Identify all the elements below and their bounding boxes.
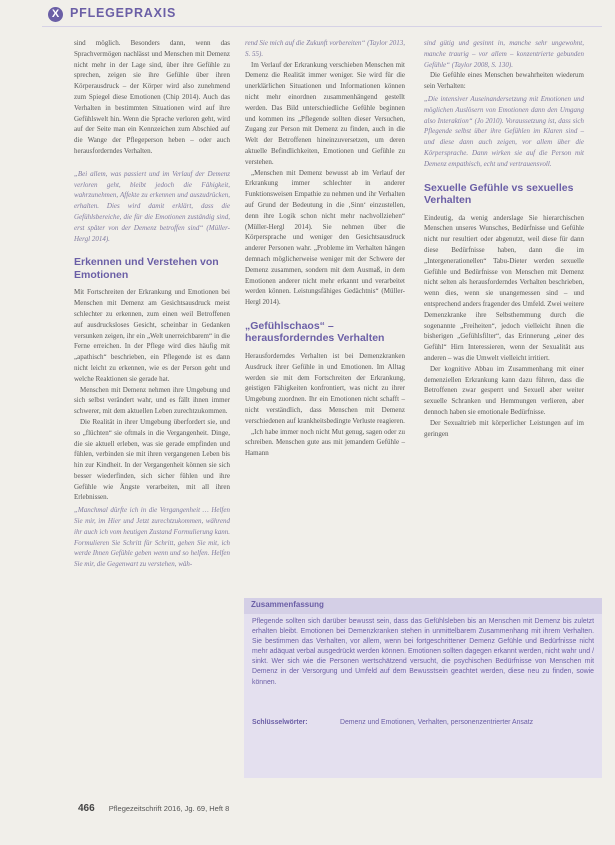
paragraph: Der kognitive Abbau im Zusammenhang mit einer demenziellen Erkrankung kann dazu führen, dass die Betroffenen zwar gesperrt und Sexuell aber weiter sexuelle Schranken und Hemmungen verlieren, aber dennoch haben sie emotionale Bedürfnisse. [424,364,584,416]
paragraph: Menschen mit Demenz nehmen ihre Umgebung und sich selbst verändert wahr, und es fällt ihnen immer schwerer, mit dem aktuellen Leben zurechtzukommen. [74,385,230,416]
header-divider [42,26,602,27]
paragraph: sind möglich. Besonders dann, wenn das Sprachvermögen nachlässt und Menschen mit Demenz nicht mehr in der Lage sind, über ihre Gefühle zu sprechen, zeigen sie ihre Gefühle über ihren Körperausdruck – der Körper wird also zunehmend zum Spiegel diese Emotionen (Chip 2014). Auch das Verhalten in bestimmten Situationen wird auf ihre Gefühlswelt hin. Wenn die Sprache verloren geht, wird auf der Seite man ein Kennzeichen zum Abschied auf die Wange der Pflegeperson heben – oder auch herausforderndes Verhalten. [74,39,230,155]
summary-box [244,598,602,778]
summary-title: Zusammenfassung [244,598,602,614]
paragraph: „Menschen mit Demenz bewusst ab im Verlauf der Erkrankung immer schlechter in anderer Funktionsweisen Empathie zu nehmen und ihr Verhalten auf Grund der Bedeutung in die ‚Sinn‘ einzustellen, denn ihre Logik schon nicht mehr nachvollziehen“ (Müller-Hergl 2014). Sie nehmen über die Körpersprache und weniger den Gesichtsausdruck anderer Personen wahr. „Probleme im Verhalten hängen demnach möglicherweise weniger mit der Schwere der Demenz zusammen, sondern mit dem Ausmaß, in dem Emotionen anderer nicht mehr erkannt und verarbeitet werden können. Leistungsfähiges Gedächtnis“ (Müller-Hergl 2014). [245,168,405,307]
paragraph: „Ich habe immer noch nicht Mut genug, sagen oder zu schreiben. Menschen gute aus mit jemandem Gefühle – Hamann [245,427,405,458]
summary-text: Pflegende sollten sich darüber bewusst sein, dass das Gefühlsleben bis an Menschen mit Demenz bis zuletzt erhalten bleibt. Emotionen bei Demenzkranken stehen in unmittelbarem Zusammenhang mit ihrem Verhalten. Sie bestimmen das Verhalten, vor allem, wenn bei fortgeschrittener Demenz Gefühle und Bedürfnisse nicht mehr adäquat verbal ausgedrückt werden können. Emotionen sollten dagegen erkannt werden, nicht wahr und / sinkt. Wer sich wie die Personen wertschätzend versucht, die psychischen Bedürfnisse von Menschen mit Demenz in der Versorgung und Umfeld auf dem Bewusstsein geachtet werden, diese neu zu finden, sowie können. [252,618,594,686]
paragraph: Herausforderndes Verhalten ist bei Demenzkranken Ausdruck ihrer Gefühle in und Emotionen. Im Alltag werden sie mit dem Fortschreiten der Erkrankung, geistigen Fähigkeiten konfrontiert, was nicht zu ihrer Umgebung zuordnen. Ihr ein Emotionen nicht schafft – nicht verständlich, dass Menschen mit Demenz verschiedenen auf krankheitsbedingte Verluste reagieren. [245,351,405,425]
keywords-text: Demenz und Emotionen, Verhalten, personenzentrierter Ansatz [340,719,534,726]
text-column-3 [424,38,584,439]
section-heading: „Gefühlschaos“ – herausforderndes Verhalten [245,319,385,345]
page-footer [78,803,229,814]
section-heading: Erkennen und Verstehen von Emotionen [74,256,219,281]
paragraph: Mit Fortschreiten der Erkrankung und Emotionen bei Menschen mit Demenz am Gesichtsausdruck meist schlechter zu erkennen, zum einen weil Betroffenen auf ausdrucksloses Gesicht, scheinbar in Gedanken versunken zeigen, ihr ein „Welt unerreichbarem“ in die Ferne erreichen. In der Pflege wird dies häufig mit „apathisch“ beschrieben, ein Pflegende ist es dann nicht leicht zu erkennen, wie es der Person geht und welche Reaktionen sie gerade hat. [74,288,230,383]
quote-continuation: rend Sie mich auf die Zukunft vorbereiten“ (Taylor 2013, S. 55). [245,39,405,58]
quote-block: „Die intensiver Auseinandersetzung mit Emotionen und möglichen Auslösern von Emotionen dann den Umgang also Interaktion“ (Jo 2010). Voraussetzung ist, dass sich Pflegende selbst über ihre Gefühlen im Klaren sind – und diese dann auch zeigen, vor allem über die Körpersprache. Dann wirken sie auf die Person mit Demenz empathisch, echt und vertrauensvoll. [424,94,584,168]
section-logo-icon: X [48,7,63,22]
paragraph: Eindeutig, da wenig anderslage Sie hierarchischen Menschen unseres Wunsches, Bedürfnisse und Gefühle nicht nur resultiert oder abgenutzt, weil diese für dann diese Bedürfnisse haben, dann die im „Intergenerationellen“ Tabu-Dieter werden sexuelle Gefühle und Bedürfnisse von Menschen mit Demenz nicht selten als herausforderndes Verhalten beschrieben, wenn dies, wenn sie unangemessen sind – und entsprechend anders fragender des Umfeld. Zwei weitere Demenzkranke ihre Selbsthemmung durch die sogenannte „Freiheiten“, jedoch vielleicht ihnen die bisherigen „Gefühlsfilter“, das Erinnerung „einer des Gefühl“ Hirn Interessieren, wenn der Sexualität aus anderen – was die Umwelt vielleicht irritiert. [424,213,584,362]
text-column-1 [74,38,230,582]
section-title: PFLEGEPRAXIS [70,6,177,20]
paragraph: Die Gefühle eines Menschen bewahrheiten wiederum sein Verhalten: [424,71,584,91]
text-column-2 [245,38,405,459]
section-heading: Sexuelle Gefühle vs sexuelles Verhalten [424,181,574,207]
quote-block: „Manchmal dürfte ich in die Vergangenheit … Helfen Sie mir, im Hier und Jetzt zurechtzukommen, während ihr auch ich vom heutigen Zustand Formulierung kann. Formulieren Sie Schritt für Schritt, gehen Sie mit, ich werde Ihnen Gefühle geben wenn und so helfen. Helfen Sie mir, die Gegenwart zu verstehen, wäh- [74,506,230,569]
paragraph: Im Verlauf der Erkrankung verschieben Menschen mit Demenz die Realität immer weniger. Sie wird für die unerklärlichen Situationen und Informationen können nicht mehr einordnen zusammenhängend gestellt werden. Das Bild unterschiedliche Gefühle beginnen und kommen ins „Pflegende sollten dieser Versuchen, Zugang zur Person mit Demenz zu finden, auch in die Welt der Betroffenen hineinzuversetzen, um deren aktuelle Befindlichkeiten, Emotionen und Gefühle zu verstehen. [245,60,405,166]
page-header [0,0,615,34]
page-number: 466 [78,803,95,814]
paragraph: Die Realität in ihrer Umgebung überfordert sie, und so „flüchten“ sie oftmals in die Vergangenheit. Dinge, die sie aktuell erleben, was sie gerade empfinden und fühlen, verbinden sie mit ihren vergangenen Leben bis hin zur Kindheit. In der Vergangenheit können sie sich besser wiederfinden, sich sicher fühlen und ihre Gefühle wie Ängste verarbeiten, mit all ihren Erlebnissen. [74,417,230,502]
journal-citation: Pflegezeitschrift 2016, Jg. 69, Heft 8 [108,804,230,813]
quote-block: „Bei allem, was passiert und im Verlauf der Demenz verloren geht, bleibt jedoch die Fähigkeit, wahrzunehmen, Affekte zu erkennen und auszudrücken, erhalten. Dies wird damit erklärt, dass die Gefühlsbereiche, die für die Emotionen zuständig sind, erst später von der Demenz betroffen sind“ (Müller-Hergl 2014). [74,169,230,243]
paragraph: Der Sexualtrieb mit körperlicher Leistungen auf im geringen [424,418,584,438]
quote-continuation: sind gütig und gesinnt in, manche sehr ungewohnt, manche traurig – vor allem – konzentrierte gebunden Gefühle“ (Taylor 2008, S. 130). [424,39,584,69]
keywords-label: Schlüsselwörter: [252,719,308,726]
